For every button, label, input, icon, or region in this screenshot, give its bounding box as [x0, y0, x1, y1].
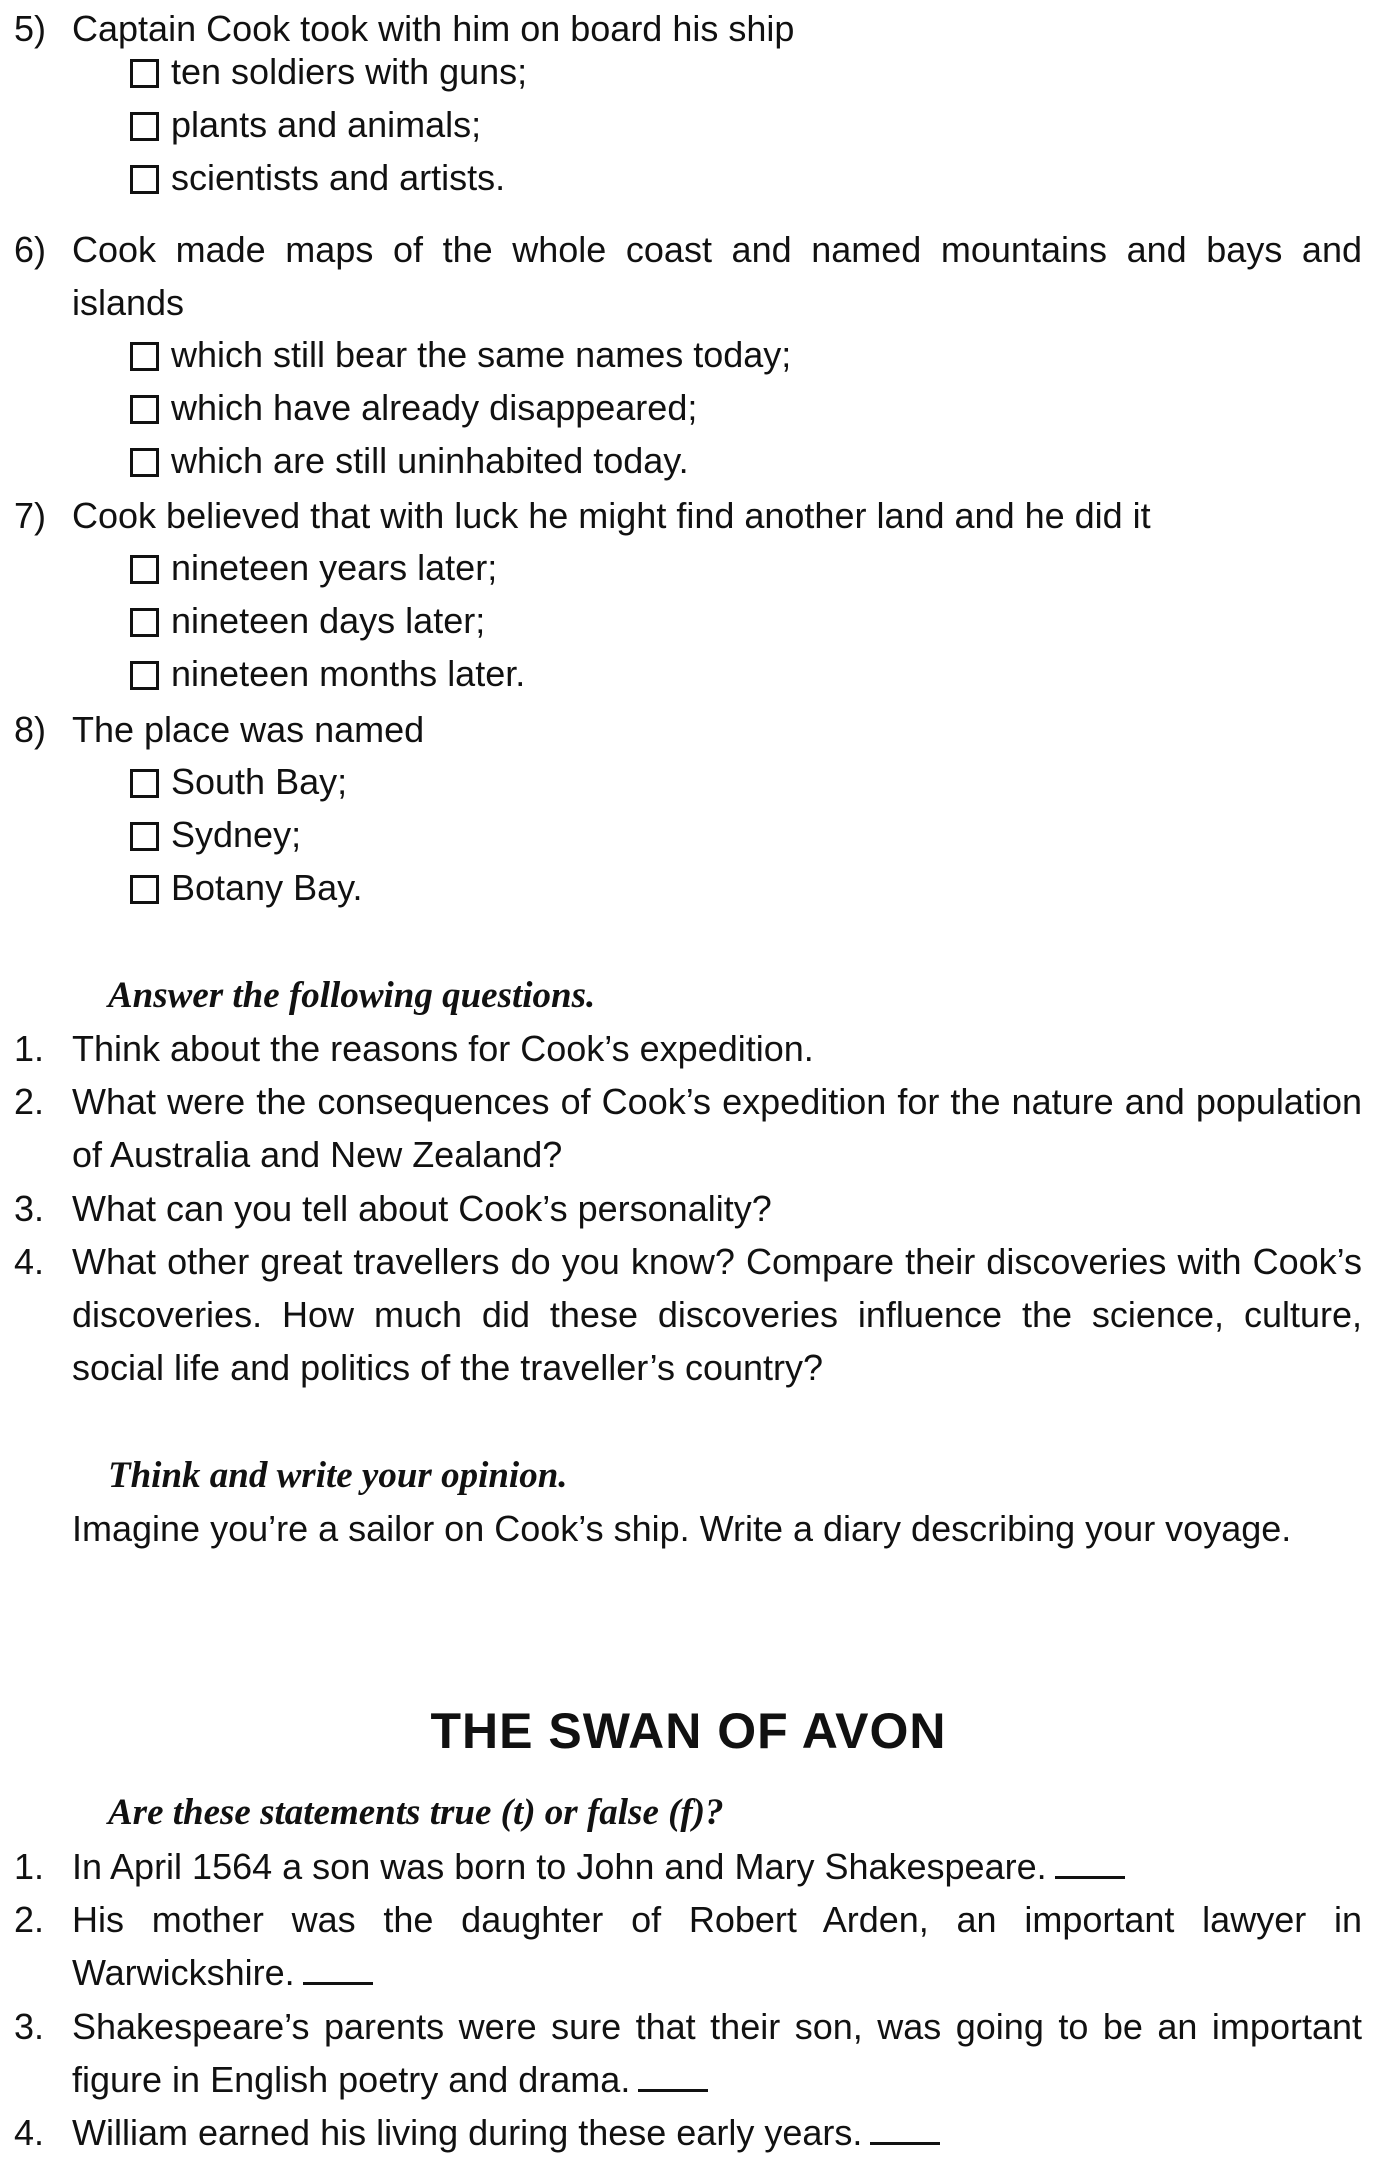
question-number: 7)	[14, 495, 47, 536]
statement-number: 3.	[14, 2006, 45, 2047]
option[interactable]	[130, 381, 791, 434]
answer-blank[interactable]	[1055, 1846, 1125, 1879]
question-number: 6)	[14, 229, 47, 270]
option[interactable]	[130, 434, 791, 487]
option[interactable]	[130, 541, 525, 594]
question-text: What other great travellers do you know? Compare their discoveries with Cook’s discoveries. How much did these discoveries influence the science, culture, social life and politics of the traveller’s country?	[72, 1241, 1362, 1388]
question-number: 1.	[14, 1028, 45, 1069]
statement-number: 2.	[14, 1899, 45, 1940]
checkbox-icon[interactable]	[130, 769, 159, 798]
options-list-5	[130, 45, 527, 204]
question-number: 8)	[14, 709, 47, 750]
option-label: which still bear the same names today;	[171, 334, 792, 375]
open-question-2	[14, 1075, 1362, 1181]
question-text: The place was named	[72, 709, 425, 750]
checkbox-icon[interactable]	[130, 661, 159, 690]
question-text: Think about the reasons for Cook’s expedition.	[72, 1028, 814, 1069]
checkbox-icon[interactable]	[130, 555, 159, 584]
options-list-8	[130, 755, 362, 914]
option[interactable]	[130, 98, 527, 151]
checkbox-icon[interactable]	[130, 608, 159, 637]
option-label: nineteen years later;	[171, 547, 498, 588]
question-text: Cook believed that with luck he might find another land and he did it	[72, 495, 1151, 536]
checkbox-icon[interactable]	[130, 448, 159, 477]
open-question-4	[14, 1235, 1362, 1394]
option[interactable]	[130, 594, 525, 647]
checkbox-icon[interactable]	[130, 59, 159, 88]
section-heading-true-false: Are these statements true (t) or false (f)?	[108, 1792, 724, 1833]
option-label: Sydney;	[171, 814, 302, 855]
statement-text: His mother was the daughter of Robert Arden, an important lawyer in Warwickshire.	[72, 1899, 1362, 1993]
option-label: nineteen days later;	[171, 600, 486, 641]
option-label: ten soldiers with guns;	[171, 51, 528, 92]
option-label: South Bay;	[171, 761, 348, 802]
option-label: which have already disappeared;	[171, 387, 698, 428]
option[interactable]	[130, 45, 527, 98]
options-list-6	[130, 328, 791, 487]
option-label: nineteen months later.	[171, 653, 526, 694]
statement-text: William earned his living during these early years.	[72, 2112, 863, 2153]
mc-question-6	[14, 223, 1362, 329]
section-heading-answer: Answer the following questions.	[108, 975, 596, 1016]
answer-blank[interactable]	[870, 2112, 940, 2145]
question-number: 3.	[14, 1188, 45, 1229]
question-text: Cook made maps of the whole coast and named mountains and bays and islands	[72, 229, 1362, 323]
statement-text: Shakespeare’s parents were sure that their son, was going to be an important figure in English poetry and drama.	[72, 2006, 1362, 2100]
statement-2	[14, 1893, 1362, 1999]
option-label: which are still uninhabited today.	[171, 440, 689, 481]
question-number: 4.	[14, 1241, 45, 1282]
section-title-swan-of-avon: THE SWAN OF AVON	[430, 1703, 947, 1759]
option-label: Botany Bay.	[171, 867, 363, 908]
checkbox-icon[interactable]	[130, 112, 159, 141]
option[interactable]	[130, 808, 362, 861]
checkbox-icon[interactable]	[130, 875, 159, 904]
checkbox-icon[interactable]	[130, 822, 159, 851]
option-label: scientists and artists.	[171, 157, 506, 198]
section-heading-opinion: Think and write your opinion.	[108, 1455, 568, 1496]
option[interactable]	[130, 861, 362, 914]
question-text: Captain Cook took with him on board his ship	[72, 8, 795, 49]
statement-text: In April 1564 a son was born to John and Mary Shakespeare.	[72, 1846, 1047, 1887]
options-list-7	[130, 541, 525, 700]
checkbox-icon[interactable]	[130, 342, 159, 371]
answer-blank[interactable]	[303, 1952, 373, 1985]
question-text: What can you tell about Cook’s personality?	[72, 1188, 772, 1229]
option[interactable]	[130, 755, 362, 808]
opinion-task-text: Imagine you’re a sailor on Cook’s ship. Write a diary describing your voyage.	[72, 1508, 1292, 1549]
checkbox-icon[interactable]	[130, 165, 159, 194]
checkbox-icon[interactable]	[130, 395, 159, 424]
option[interactable]	[130, 647, 525, 700]
option[interactable]	[130, 328, 791, 381]
option[interactable]	[130, 151, 527, 204]
statement-number: 4.	[14, 2112, 45, 2153]
statement-3	[14, 2000, 1362, 2106]
question-number: 5)	[14, 8, 47, 49]
statement-number: 1.	[14, 1846, 45, 1887]
question-number: 2.	[14, 1081, 45, 1122]
question-text: What were the consequences of Cook’s expedition for the nature and population of Australia and New Zealand?	[72, 1081, 1362, 1175]
answer-blank[interactable]	[638, 2059, 708, 2092]
option-label: plants and animals;	[171, 104, 482, 145]
